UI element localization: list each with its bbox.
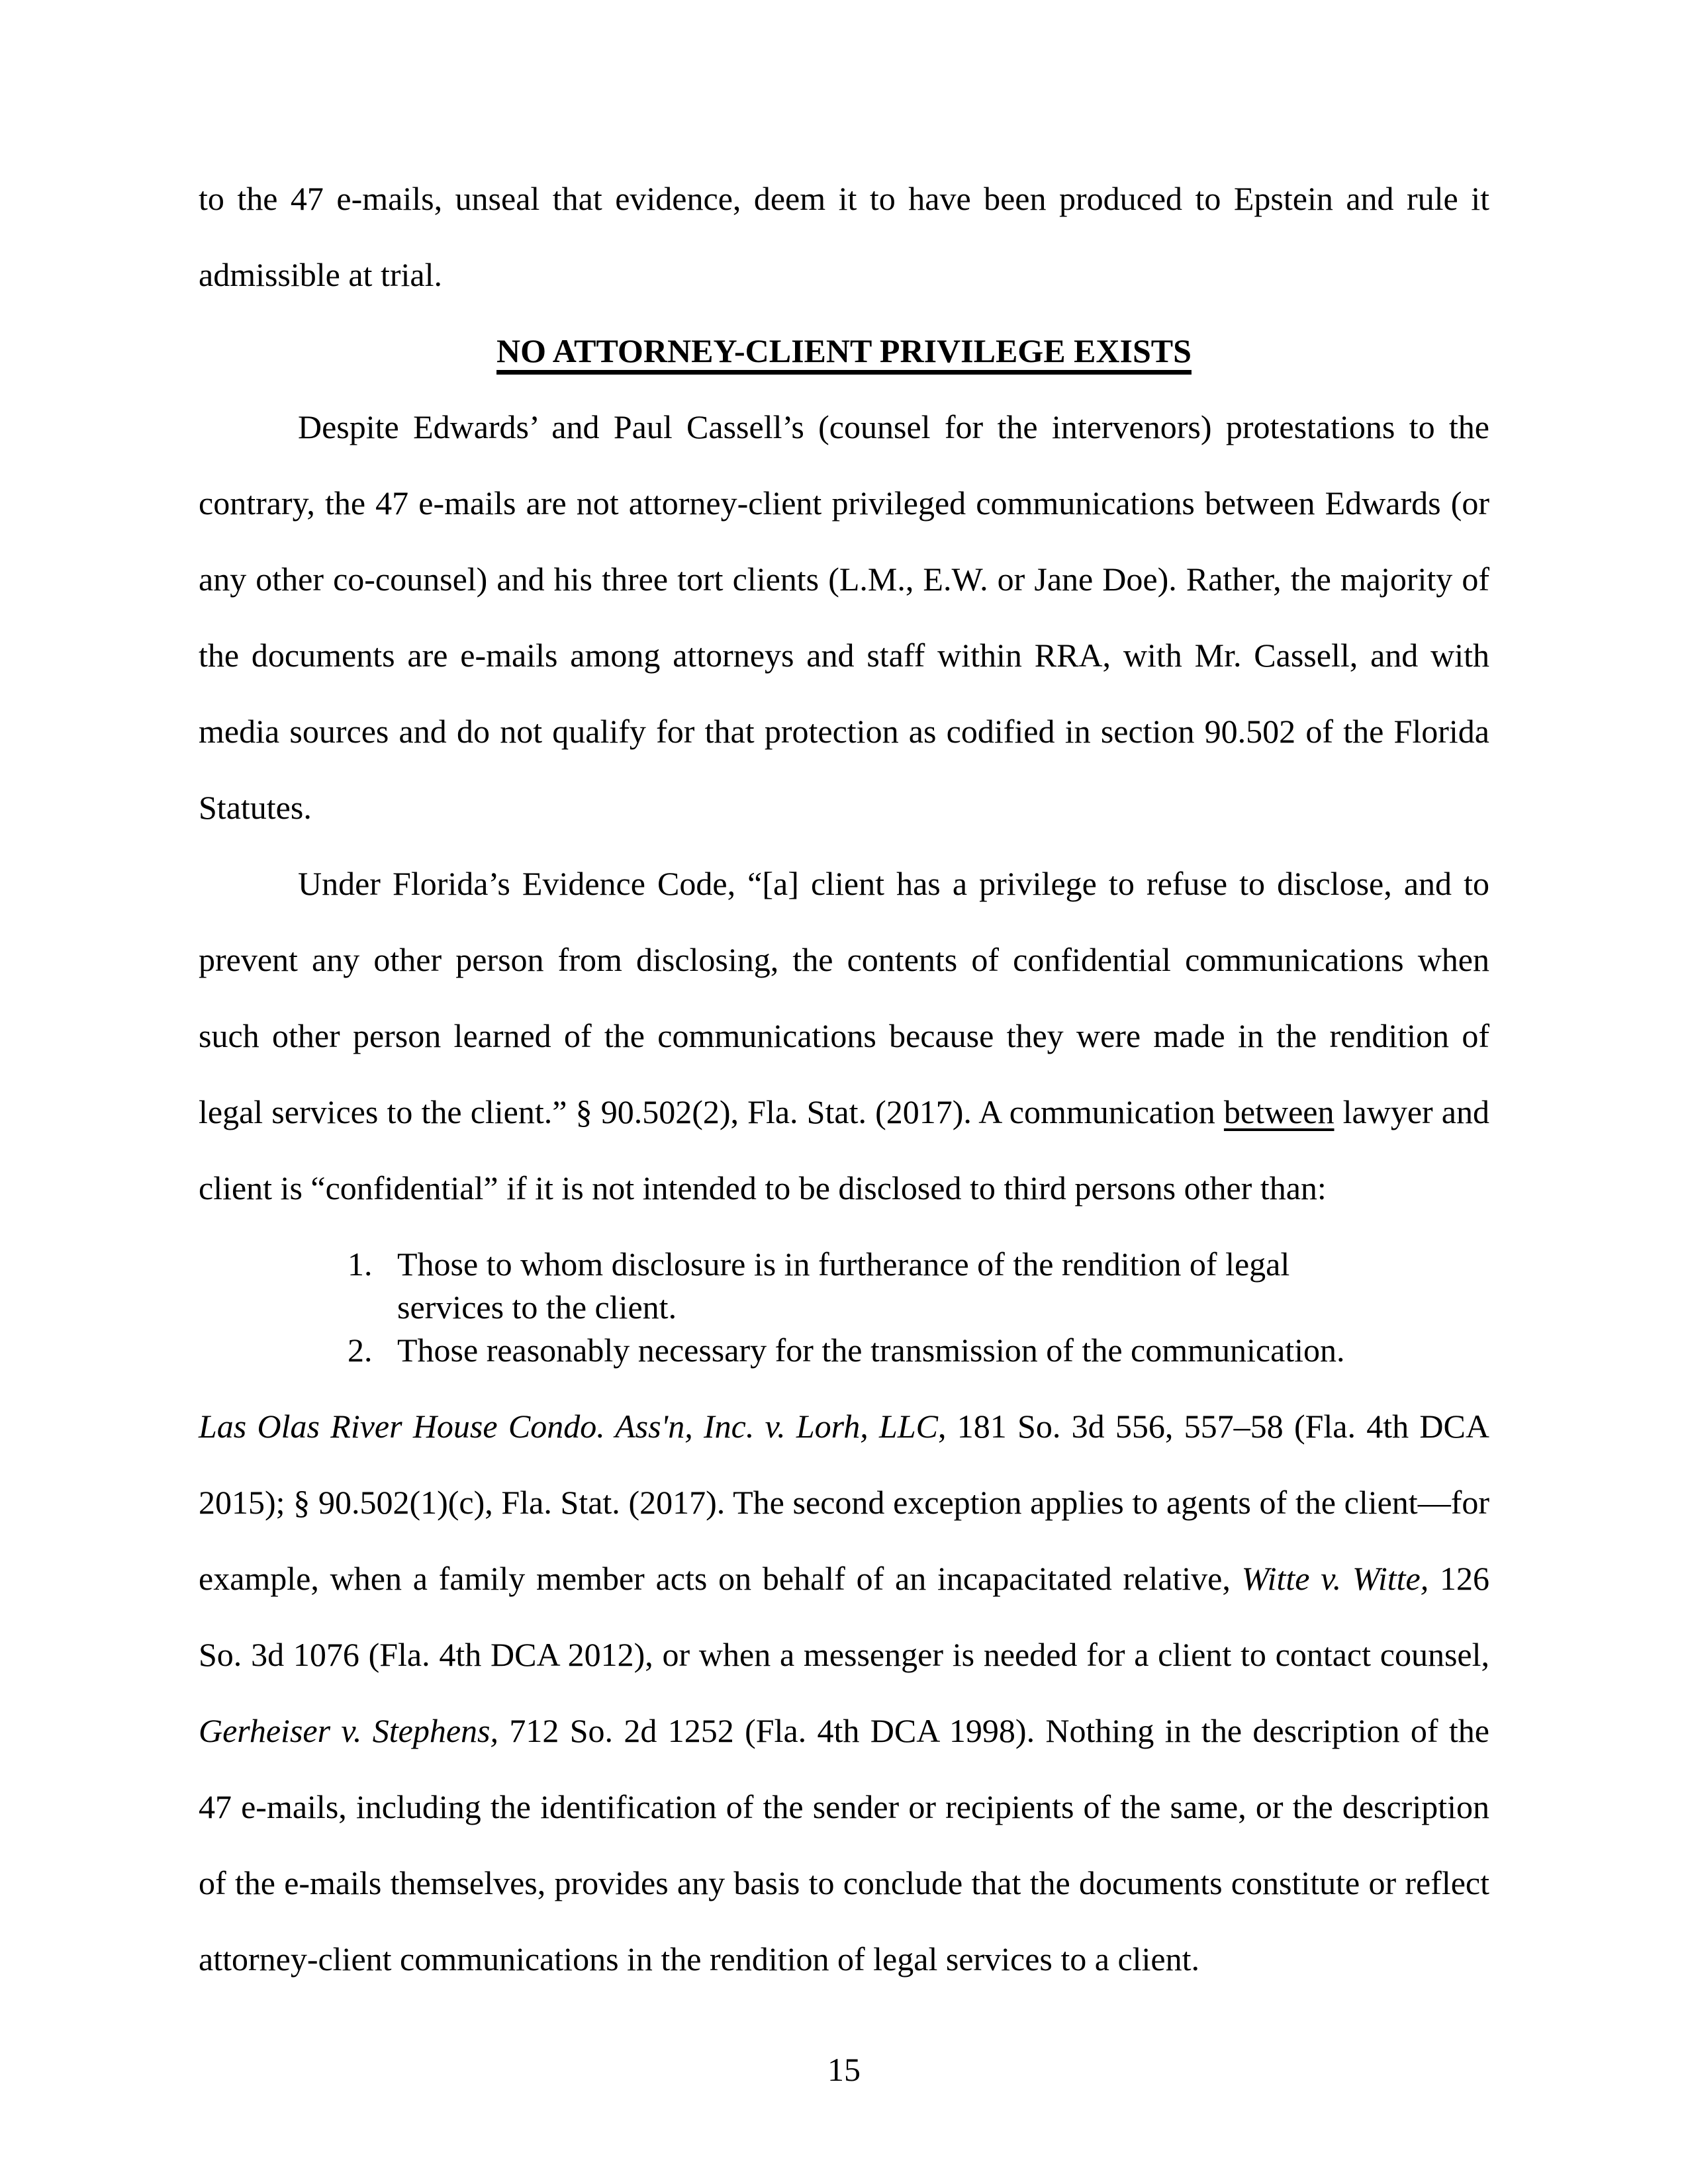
- numbered-list: [348, 1243, 1390, 1372]
- page-number: 15: [827, 2051, 861, 2088]
- text-run: Under Florida’s Evidence Code, “[a] client has a privilege to refuse to disclose, and to prevent any other person from disclosing, the contents of confidential communications when such other person learned of the communications because they were made in the rendition of legal services to the client.” § 90.502(2), Fla. Stat. (2017). A communication: [199, 865, 1489, 1130]
- paragraph-continuation: to the 47 e-mails, unseal that evidence, deem it to have been produced to Epstein and rule it admissible at trial.: [199, 180, 1489, 293]
- section-heading: [199, 313, 1489, 389]
- paragraph-privilege-argument: Despite Edwards’ and Paul Cassell’s (counsel for the intervenors) protestations to the contrary, the 47 e-mails are not attorney-client privileged communications between Edwards (or any other co-counsel) and his three tort clients (L.M., E.W. or Jane Doe). Rather, the majority of the documents are e-mails among attorneys and staff within RRA, with Mr. Cassell, and with media sources and do not qualify for that protection as codified in section 90.502 of the Florida Statutes.: [199, 408, 1489, 826]
- paragraph-evidence-code: [199, 846, 1489, 1226]
- list-item-text: Those to whom disclosure is in furtherance of the rendition of legal services to the client.: [397, 1246, 1290, 1326]
- underlined-word-between: between: [1223, 1093, 1335, 1130]
- list-item-number: 2.: [348, 1332, 373, 1369]
- text-run: 712 So. 2d 1252 (Fla. 4th DCA 1998). Nothing in the description of the 47 e-mails, including the identification of the sender or recipients of the same, or the description of the e-mails themselves, provides any basis to conclude that the documents constitute or reflect attorney-client communications in the rendition of legal services to a client.: [199, 1712, 1489, 1978]
- list-item: [348, 1243, 1390, 1329]
- list-item-text: Those reasonably necessary for the transmission of the communication.: [397, 1332, 1345, 1369]
- case-citation-witte: Witte v. Witte,: [1241, 1560, 1429, 1597]
- text-run: , 181 So. 3d 556, 557–58 (Fla. 4th DCA 2015); § 90.502(1)(c), Fla. Stat. (2017). The second exception applies to agents of the client—for example, when a family member acts on behalf of an incapacitated relative,: [199, 1408, 1489, 1597]
- case-citation-las-olas: Las Olas River House Condo. Ass'n, Inc. v. Lorh, LLC: [199, 1408, 938, 1445]
- text-run: 126 So. 3d 1076 (Fla. 4th DCA 2012), or when a messenger is needed for a client to contact counsel,: [199, 1560, 1489, 1673]
- case-citation-gerheiser: Gerheiser v. Stephens,: [199, 1712, 498, 1749]
- document-body: [199, 161, 1489, 1997]
- section-heading-text: NO ATTORNEY-CLIENT PRIVILEGE EXISTS: [496, 332, 1192, 369]
- text-run: lawyer and client is “confidential” if it is not intended to be disclosed to third persons other than:: [199, 1093, 1489, 1206]
- list-item: [348, 1329, 1390, 1372]
- paragraph-citations: [199, 1388, 1489, 1997]
- list-item-number: 1.: [348, 1246, 373, 1283]
